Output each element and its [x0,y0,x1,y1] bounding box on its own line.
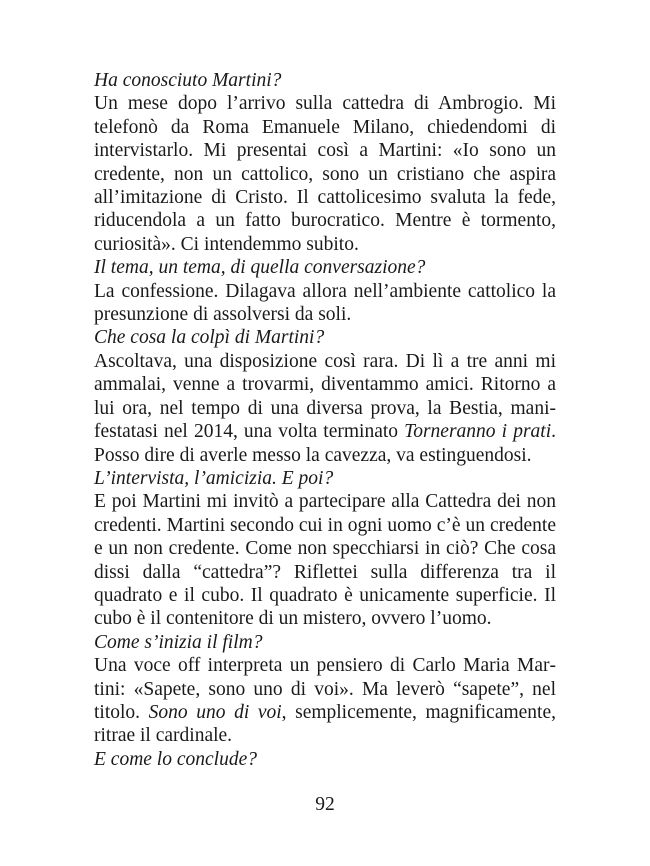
answer [94,280,556,327]
answer-text: Ascoltava, una disposizione così rara. Di lì a tre anni mi ammalai, venne a trovarmi, diventammo amici. Ritorno a lui ora, nel tempo di una diversa prova, la Bestia, manifestatasi nel 2014, una volta terminato [94,350,556,443]
answer [94,92,556,256]
answer-text: . Posso dire di averle messo la cavezza, va estinguendosi. [94,421,556,466]
question: Che cosa la colpì di Martini? [94,327,325,349]
answer [94,350,556,467]
question: Come s’inizia il film? [94,631,263,653]
answer-text: La confessione. Dilagava allora nell’ambiente cattolico la presunzione di assolversi da soli. [94,280,556,326]
question: Il tema, un tema, di quella conversazione? [94,257,426,279]
answer-text: , semplicemente, magnificamente, ritrae il cardinale. [94,701,556,747]
answer [94,654,556,748]
answer [94,490,556,630]
question: L’intervista, l’amicizia. E poi? [94,467,334,489]
answer-text: E poi Martini mi invitò a partecipare alla Cattedra dei non credenti. Martini secondo cui in ogni uomo c’è un credente e un non credente. Come non specchiarsi in ciò? Che cosa dissi dalla “cattedra”? Riflettei sulla differenza tra il quadrato e il cubo. Il quadrato è unicamente superficie. Il cubo è il contenitore di un mistero, ovvero l’uomo. [94,491,556,630]
question: E come lo conclude? [94,748,257,770]
title-italic: Sono uno di voi [148,701,282,723]
answer-text: Un mese dopo l’arrivo sulla cattedra di Ambrogio. Mi telefonò da Roma Emanuele Milano, chiedendomi di intervistarlo. Mi presentai così a Martini: «Io sono un credente, non un cattolico, sono un cristiano che aspira all’imitazione di Cristo. Il cattolicesimo svaluta la fede, riducendola a un fatto burocratico. Mentre è tormento, curiosità». Ci intendemmo subito. [94,93,556,255]
question: Ha conosciuto Martini? [94,70,282,91]
interview-text [94,69,556,771]
answer-text: Una voce off interpreta un pensiero di Carlo Maria Martini: «Sapete, sono uno di voi». Ma leverò “sapete”, nel titolo. [94,655,556,723]
title-italic: Torneranno i prati [404,421,552,443]
page-number: 92 [315,794,335,815]
